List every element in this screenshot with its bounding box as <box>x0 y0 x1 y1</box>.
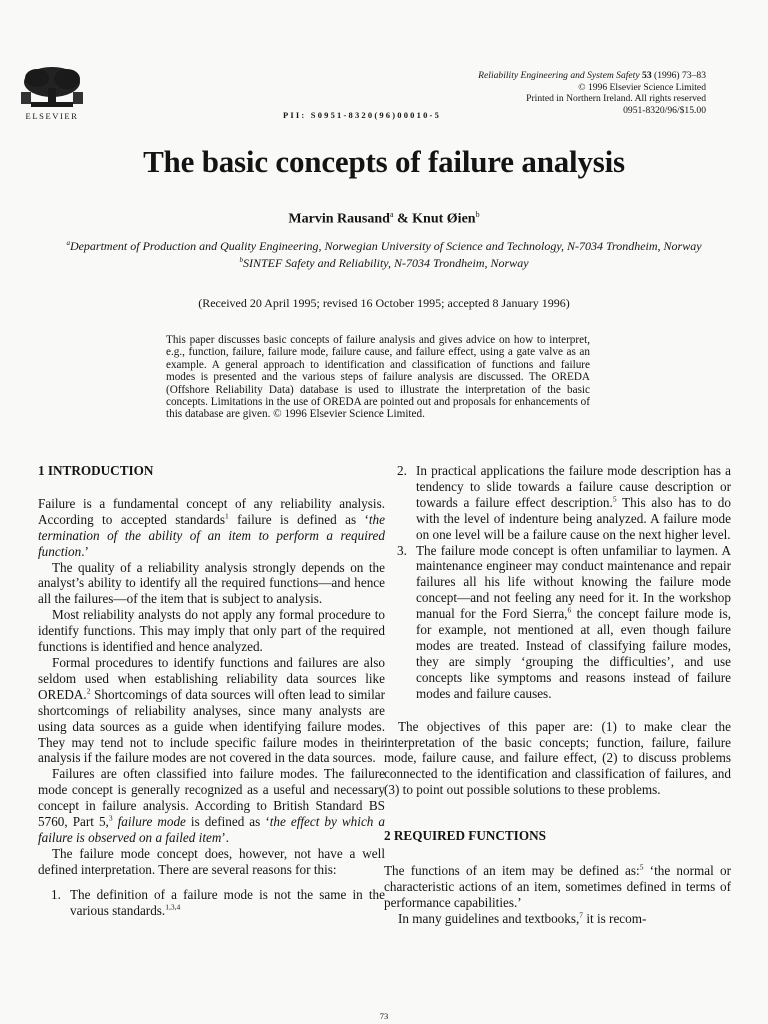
reference-marker: 3 <box>108 813 113 823</box>
author-name: Marvin Rausand <box>288 211 390 227</box>
text-run: Formal procedures to identify functions and failures are also seldom used when establishing reliability data sources like OREDA. <box>38 654 385 702</box>
emphasis-text: the termination of the ability of an item to perform a required function <box>38 511 385 559</box>
copyright-line: © 1996 Elsevier Science Limited <box>578 81 706 93</box>
paragraph: The objectives of this paper are: (1) to make clear the interpretation of the basic concepts; function, failure, failure mode, failure cause, and failure effect, (2) to discuss problems connected to the identification and classification of failures, and (3) to point out possible solutions to these problems. <box>384 718 731 798</box>
reference-marker: 7 <box>579 910 584 920</box>
author-name: Knut Øien <box>412 211 476 227</box>
affiliation-marker: a <box>66 239 70 247</box>
publisher-name: ELSEVIER <box>25 111 79 121</box>
author-joiner: & <box>393 211 413 227</box>
affiliation-marker: b <box>239 256 243 264</box>
emphasis-text: failure mode <box>117 814 186 830</box>
text-run: The failure mode concept is often unfamiliar to laymen. A maintenance engineer may conduct maintenance and repair failures all his life without knowing the failure mode concept—and not feeling any need for it. In the workshop manual for the Ford Sierra, <box>416 542 731 622</box>
journal-citation <box>478 70 706 82</box>
text-run: In many guidelines and textbooks, <box>398 910 580 926</box>
paragraph: Most reliability analysts do not apply any formal procedure to identify functions. This may imply that only part of the required functions is identified and hence analyzed. <box>38 607 385 655</box>
text-run: This also has to do with the level of indenture being analyzed. A failure mode on one level will be a failure cause on the next higher level. <box>416 494 731 542</box>
paragraph: The failure mode concept does, however, not have a well defined interpretation. There are several reasons for this: <box>38 845 385 877</box>
printed-line: Printed in Northern Ireland. All rights reserved <box>526 93 706 105</box>
author-list <box>0 210 768 228</box>
journal-year-pages: (1996) 73–83 <box>654 70 706 81</box>
affiliation-b <box>10 253 758 270</box>
text-run: failure is defined as ‘ <box>228 511 369 527</box>
list-number: 3. <box>397 542 407 558</box>
affiliation-marker: b <box>475 210 480 219</box>
list-item <box>384 543 731 702</box>
list-item <box>38 887 385 919</box>
reason-list <box>384 463 731 702</box>
text-run: Shortcomings of data sources will often lead to similar shortcomings of reliability analyses, since many analysts are using data sources as a guide when identifying failure modes. They may tend not to include specific failure modes in their analysis if the failure modes are not covered in the data sources. <box>38 686 385 766</box>
text-run: The definition of a failure mode is not the same in the various standards. <box>70 886 385 918</box>
paragraph <box>38 766 385 846</box>
journal-info <box>478 70 706 116</box>
right-column <box>384 463 731 927</box>
abstract: This paper discusses basic concepts of failure analysis and gives advice on how to interpret, e.g., function, failure, failure mode, failure cause, and failure effect, using a gate valve as an example. A general approach to identification and classification of functions and failure modes is presented and the various steps of failure analysis are discussed. The OREDA (Offshore Reliability Data) database is used to illustrate the interpretation of the basic concepts. Limitations in the use of OREDA are pointed out and proposals for enhancements of this database are given. © 1996 Elsevier Science Limited. <box>166 334 590 421</box>
list-number: 1. <box>51 886 61 902</box>
received-dates: (Received 20 April 1995; revised 16 October 1995; accepted 8 January 1996) <box>198 296 570 310</box>
text-run: .’ <box>81 543 89 559</box>
reference-marker: 1 <box>225 511 229 521</box>
paragraph <box>38 655 385 766</box>
paragraph <box>384 863 731 911</box>
paper-title: The basic concepts of failure analysis <box>143 144 625 179</box>
reason-list <box>38 887 385 919</box>
reference-marker: 5 <box>612 494 617 504</box>
text-run: ‘the normal or characteristic actions of an item, sometimes defined in terms of performance capabilities.’ <box>384 863 731 910</box>
text-run: ’. <box>221 829 230 845</box>
journal-volume: 53 <box>642 70 652 81</box>
section-heading: 2 REQUIRED FUNCTIONS <box>384 828 546 844</box>
affiliation-marker: a <box>389 210 394 219</box>
affiliation-text: Department of Production and Quality Engineering, Norwegian University of Science and Technology, N-7034 Trondheim, Norway <box>69 239 702 253</box>
page-number: 73 <box>379 1011 389 1021</box>
text-run: The functions of an item may be defined as: <box>384 863 640 879</box>
reference-marker: 2 <box>86 686 91 696</box>
text-run: it is recom- <box>583 910 647 926</box>
reference-marker: 5 <box>639 862 644 872</box>
affiliations <box>10 236 758 270</box>
text-run: In practical applications the failure mode description has a tendency to slide towards a failure cause description or towards a failure effect description. <box>416 463 731 510</box>
text-run: is defined as ‘ <box>185 814 270 830</box>
elsevier-tree-emblem-icon <box>17 66 87 110</box>
text-run: Failure is a fundamental concept of any reliability analysis. According to accepted standards <box>38 495 385 527</box>
text-run: the concept failure mode is, for example, not mentioned at all, even though failure modes are treated. Instead of classifying failure modes, they are simply ‘grouping the difficulties’, and use concepts like symptoms and reasons instead of failure modes and failure causes. <box>416 606 731 701</box>
paragraph: The quality of a reliability analysis strongly depends on the analyst’s ability to identify all the required functions—and hence all the failures—of the item that is subject to analysis. <box>38 559 385 607</box>
section-heading: 1 INTRODUCTION <box>38 463 154 478</box>
text-run: Failures are often classified into failure modes. The failure mode concept is generally recognized as a useful and necessary concept in failure analysis. According to British Standard BS 5760, Part 5, <box>38 766 385 830</box>
issn-line: 0951-8320/96/$15.00 <box>623 104 706 116</box>
left-column <box>38 463 385 918</box>
publisher-logo <box>12 66 92 121</box>
journal-name: Reliability Engineering and System Safety <box>478 70 640 81</box>
pii-code: PII: S0951-8320(96)00010-5 <box>283 110 442 120</box>
reference-marker: 1,3,4 <box>165 902 181 912</box>
emphasis-text: the effect by which a failure is observed on a failed item <box>38 814 386 845</box>
reference-marker: 6 <box>567 605 572 615</box>
affiliation-a <box>10 236 758 253</box>
affiliation-text: SINTEF Safety and Reliability, N-7034 Trondheim, Norway <box>242 256 529 270</box>
list-item <box>384 463 731 543</box>
list-number: 2. <box>397 463 407 478</box>
paragraph <box>38 496 385 560</box>
paragraph <box>384 911 731 927</box>
